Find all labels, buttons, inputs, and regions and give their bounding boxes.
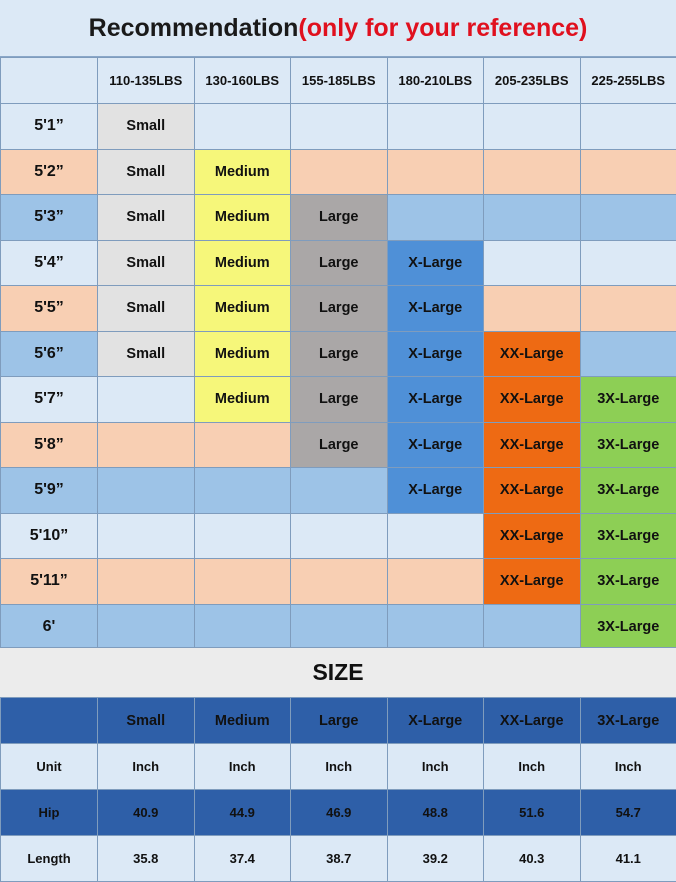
size-cell: X-Large bbox=[387, 331, 484, 377]
height-row bbox=[1, 149, 676, 195]
title-main: Recommendation bbox=[89, 14, 299, 43]
spec-cell: Inch bbox=[194, 744, 291, 790]
spec-cell: 38.7 bbox=[291, 836, 388, 882]
weight-header: 155-185LBS bbox=[291, 58, 388, 104]
spec-cell: Inch bbox=[291, 744, 388, 790]
size-header: 3X-Large bbox=[580, 698, 676, 744]
size-cell: XX-Large bbox=[484, 377, 581, 423]
size-cell bbox=[484, 149, 581, 195]
spec-cell: 39.2 bbox=[387, 836, 484, 882]
height-row bbox=[1, 104, 676, 150]
height-label: 5'1” bbox=[1, 104, 98, 150]
size-cell bbox=[580, 195, 676, 241]
size-cell bbox=[291, 468, 388, 514]
size-cell: Large bbox=[291, 331, 388, 377]
size-cell bbox=[387, 195, 484, 241]
size-section-title: SIZE bbox=[0, 647, 676, 697]
row-label: Unit bbox=[1, 744, 98, 790]
weight-header: 130-160LBS bbox=[194, 58, 291, 104]
size-cell: X-Large bbox=[387, 240, 484, 286]
size-cell bbox=[387, 149, 484, 195]
size-cell bbox=[291, 559, 388, 605]
size-cell bbox=[194, 604, 291, 650]
length-row bbox=[1, 836, 676, 882]
spec-cell: 35.8 bbox=[98, 836, 195, 882]
size-cell bbox=[484, 286, 581, 332]
size-cell: Small bbox=[98, 104, 195, 150]
spec-cell: 46.9 bbox=[291, 790, 388, 836]
size-cell: XX-Large bbox=[484, 559, 581, 605]
size-cell bbox=[580, 104, 676, 150]
spec-cell: 40.9 bbox=[98, 790, 195, 836]
size-cell bbox=[580, 149, 676, 195]
size-cell: Large bbox=[291, 195, 388, 241]
size-cell: Large bbox=[291, 377, 388, 423]
size-header: Small bbox=[98, 698, 195, 744]
size-cell: XX-Large bbox=[484, 468, 581, 514]
size-cell bbox=[580, 286, 676, 332]
size-cell: 3X-Large bbox=[580, 422, 676, 468]
height-row bbox=[1, 195, 676, 241]
size-cell: 3X-Large bbox=[580, 468, 676, 514]
height-row bbox=[1, 559, 676, 605]
weight-header-row bbox=[1, 58, 676, 104]
size-cell: Medium bbox=[194, 195, 291, 241]
spec-cell: Inch bbox=[98, 744, 195, 790]
size-cell bbox=[98, 604, 195, 650]
size-cell: Small bbox=[98, 286, 195, 332]
unit-row bbox=[1, 744, 676, 790]
size-cell bbox=[291, 104, 388, 150]
size-cell: Large bbox=[291, 286, 388, 332]
spec-cell: 41.1 bbox=[580, 836, 676, 882]
size-cell bbox=[484, 104, 581, 150]
size-cell: 3X-Large bbox=[580, 604, 676, 650]
size-cell bbox=[194, 422, 291, 468]
size-cell bbox=[194, 468, 291, 514]
spec-cell: Inch bbox=[387, 744, 484, 790]
size-cell: Large bbox=[291, 422, 388, 468]
hip-row bbox=[1, 790, 676, 836]
size-cell: X-Large bbox=[387, 422, 484, 468]
size-cell: Medium bbox=[194, 377, 291, 423]
size-cell bbox=[387, 559, 484, 605]
corner-cell bbox=[1, 698, 98, 744]
size-cell bbox=[387, 513, 484, 559]
spec-cell: 54.7 bbox=[580, 790, 676, 836]
size-cell: Small bbox=[98, 331, 195, 377]
title-note: (only for your reference) bbox=[298, 14, 587, 43]
size-cell: Medium bbox=[194, 240, 291, 286]
size-header: X-Large bbox=[387, 698, 484, 744]
size-cell: Small bbox=[98, 195, 195, 241]
weight-header: 180-210LBS bbox=[387, 58, 484, 104]
size-cell: Medium bbox=[194, 331, 291, 377]
size-cell bbox=[194, 104, 291, 150]
height-label: 5'9” bbox=[1, 468, 98, 514]
size-cell: X-Large bbox=[387, 468, 484, 514]
size-cell: 3X-Large bbox=[580, 559, 676, 605]
height-row bbox=[1, 377, 676, 423]
height-label: 5'4” bbox=[1, 240, 98, 286]
weight-header: 205-235LBS bbox=[484, 58, 581, 104]
size-cell bbox=[98, 377, 195, 423]
row-label: Hip bbox=[1, 790, 98, 836]
size-cell bbox=[98, 559, 195, 605]
height-label: 5'2” bbox=[1, 149, 98, 195]
size-cell: XX-Large bbox=[484, 513, 581, 559]
size-cell bbox=[194, 559, 291, 605]
size-cell: XX-Large bbox=[484, 331, 581, 377]
height-row bbox=[1, 604, 676, 650]
spec-cell: 40.3 bbox=[484, 836, 581, 882]
size-cell: Small bbox=[98, 240, 195, 286]
height-label: 5'7” bbox=[1, 377, 98, 423]
size-cell bbox=[484, 195, 581, 241]
height-row bbox=[1, 468, 676, 514]
size-cell: Medium bbox=[194, 149, 291, 195]
size-cell bbox=[98, 513, 195, 559]
height-label: 5'8” bbox=[1, 422, 98, 468]
size-cell bbox=[484, 604, 581, 650]
size-cell: X-Large bbox=[387, 286, 484, 332]
size-cell: Medium bbox=[194, 286, 291, 332]
height-label: 5'5” bbox=[1, 286, 98, 332]
size-cell bbox=[98, 468, 195, 514]
size-header: XX-Large bbox=[484, 698, 581, 744]
spec-cell: 44.9 bbox=[194, 790, 291, 836]
size-cell: Small bbox=[98, 149, 195, 195]
size-cell: 3X-Large bbox=[580, 513, 676, 559]
height-row bbox=[1, 331, 676, 377]
size-cell bbox=[387, 604, 484, 650]
size-header-row bbox=[1, 698, 676, 744]
size-cell bbox=[580, 331, 676, 377]
spec-cell: 37.4 bbox=[194, 836, 291, 882]
size-cell bbox=[484, 240, 581, 286]
height-label: 5'11” bbox=[1, 559, 98, 605]
height-label: 5'10” bbox=[1, 513, 98, 559]
corner-cell bbox=[1, 58, 98, 104]
height-row bbox=[1, 286, 676, 332]
size-cell: XX-Large bbox=[484, 422, 581, 468]
height-label: 5'3” bbox=[1, 195, 98, 241]
spec-cell: 51.6 bbox=[484, 790, 581, 836]
size-cell bbox=[291, 149, 388, 195]
size-cell bbox=[580, 240, 676, 286]
weight-header: 110-135LBS bbox=[98, 58, 195, 104]
spec-cell: 48.8 bbox=[387, 790, 484, 836]
height-label: 6' bbox=[1, 604, 98, 650]
weight-header: 225-255LBS bbox=[580, 58, 676, 104]
height-row bbox=[1, 422, 676, 468]
recommendation-table bbox=[0, 57, 676, 650]
size-cell bbox=[98, 422, 195, 468]
size-header: Large bbox=[291, 698, 388, 744]
size-cell: Large bbox=[291, 240, 388, 286]
size-cell: 3X-Large bbox=[580, 377, 676, 423]
spec-cell: Inch bbox=[580, 744, 676, 790]
size-cell: X-Large bbox=[387, 377, 484, 423]
height-row bbox=[1, 513, 676, 559]
size-cell bbox=[291, 604, 388, 650]
height-label: 5'6” bbox=[1, 331, 98, 377]
size-cell bbox=[387, 104, 484, 150]
row-label: Length bbox=[1, 836, 98, 882]
size-cell bbox=[291, 513, 388, 559]
height-row bbox=[1, 240, 676, 286]
size-spec-table bbox=[0, 697, 676, 882]
chart-title bbox=[0, 0, 676, 57]
size-cell bbox=[194, 513, 291, 559]
size-header: Medium bbox=[194, 698, 291, 744]
spec-cell: Inch bbox=[484, 744, 581, 790]
